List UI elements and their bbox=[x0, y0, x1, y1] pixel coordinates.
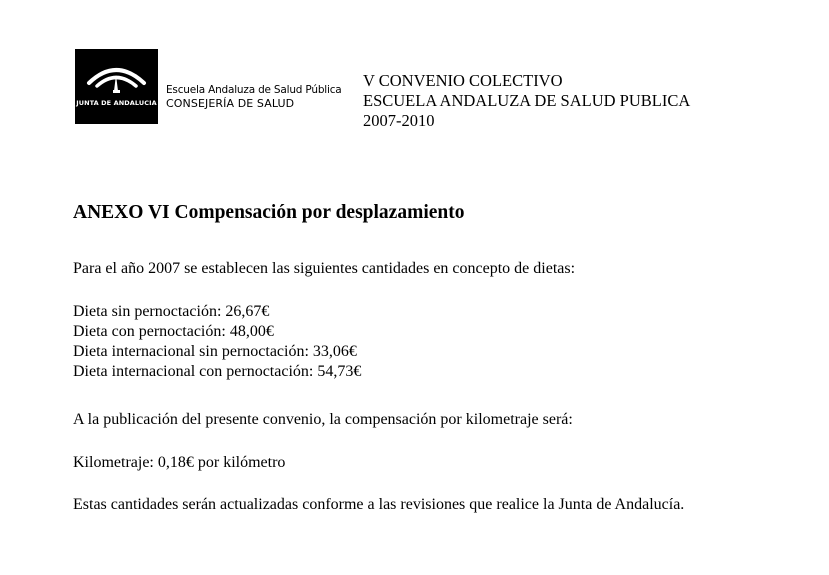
document-header-title bbox=[363, 71, 690, 131]
dietas-intro-paragraph: Para el año 2007 se establecen las siguientes cantidades en concepto de dietas: bbox=[73, 260, 576, 277]
closing-paragraph: Estas cantidades serán actualizadas conforme a las revisiones que realice la Junta de Andalucía. bbox=[73, 496, 685, 513]
dieta-item: Dieta internacional con pernoctación: 54,73€ bbox=[73, 363, 362, 380]
header-title-line-3: 2007-2010 bbox=[363, 111, 435, 130]
dieta-item: Dieta sin pernoctación: 26,67€ bbox=[73, 303, 270, 320]
header-title-line-1: V CONVENIO COLECTIVO bbox=[363, 71, 563, 90]
logo-caption: JUNTA DE ANDALUCIA bbox=[76, 99, 157, 107]
header-title-line-2: ESCUELA ANDALUZA DE SALUD PUBLICA bbox=[363, 91, 691, 110]
institution-name bbox=[166, 83, 342, 111]
annex-title: ANEXO VI Compensación por desplazamiento bbox=[73, 202, 465, 223]
dieta-item: Dieta con pernoctación: 48,00€ bbox=[73, 323, 274, 340]
institution-line-1: Escuela Andaluza de Salud Pública bbox=[166, 84, 342, 96]
kilometraje-intro-paragraph: A la publicación del presente convenio, la compensación por kilometraje será: bbox=[73, 411, 573, 428]
logo-block bbox=[75, 49, 158, 124]
institution-line-2: CONSEJERÍA DE SALUD bbox=[166, 97, 295, 110]
dieta-item: Dieta internacional sin pernoctación: 33,06€ bbox=[73, 343, 357, 360]
kilometraje-rate: Kilometraje: 0,18€ por kilómetro bbox=[73, 454, 286, 471]
junta-de-andalucia-emblem-icon bbox=[75, 49, 158, 124]
dietas-list bbox=[73, 302, 361, 382]
